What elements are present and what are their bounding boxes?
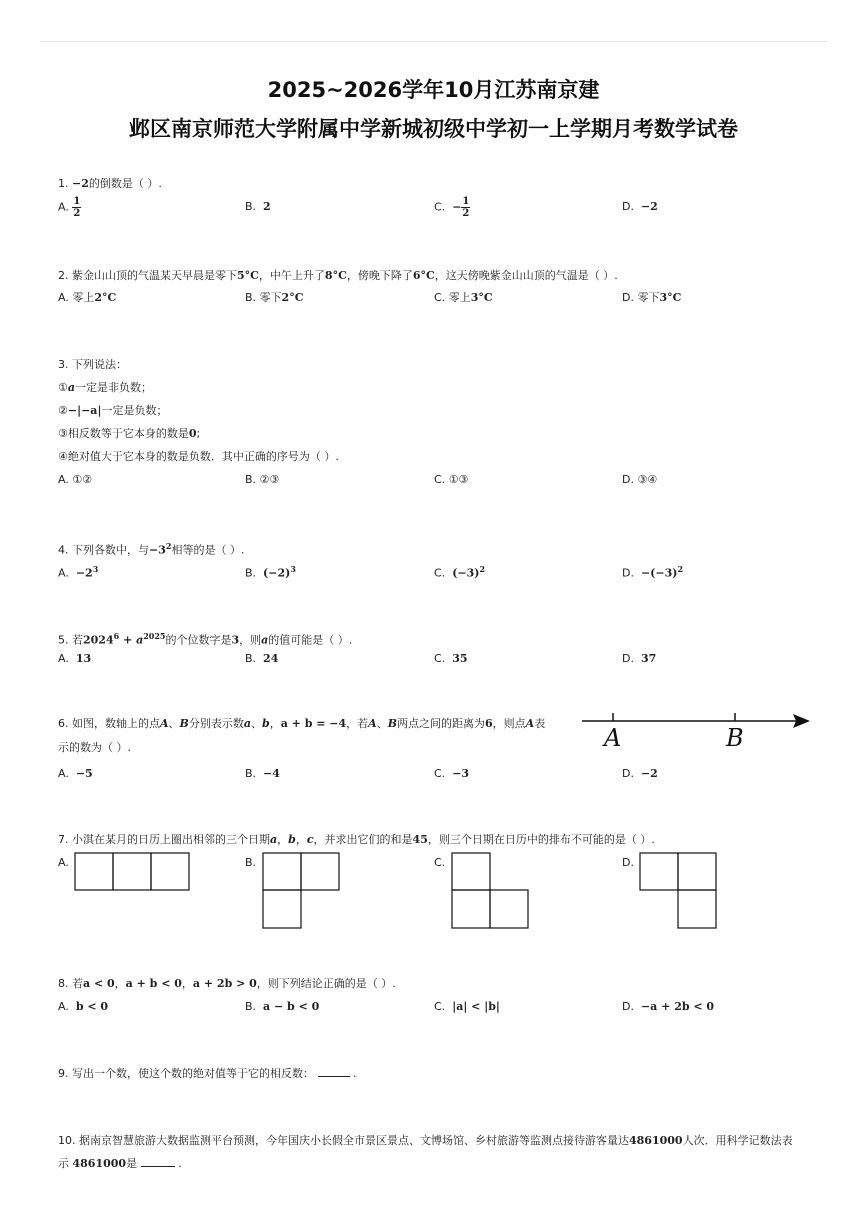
question-4-option-d[interactable]: D. $-(-3)^2$: [622, 564, 684, 580]
question-7-option-b-label[interactable]: B.: [245, 856, 257, 869]
question-3-stem: 3. 下列说法：: [58, 358, 127, 371]
page-title-line-1: 2025~2026学年10月江苏南京建: [267, 78, 600, 102]
question-7-option-a-label[interactable]: A.: [58, 856, 69, 869]
answer-blank[interactable]: [318, 1066, 350, 1077]
header-divider: [40, 41, 827, 42]
question-10-stem-line-2: 示 4861000是 .: [58, 1157, 182, 1170]
question-6-stem: 6. 如图，数轴上的点A、B分别表示数a、b，a + b = −4，若A、B两点之间的距离为6，则点A表: [58, 717, 546, 730]
calendar-cell: [301, 853, 339, 890]
question-2-option-a[interactable]: A. 零上2°C: [58, 291, 117, 304]
question-5-option-c[interactable]: C. 35: [434, 652, 468, 665]
calendar-cell: [640, 853, 678, 890]
calendar-cell: [75, 853, 113, 890]
question-5-option-b[interactable]: B. 24: [245, 652, 279, 665]
fraction: $\frac{1}{2}$: [462, 196, 470, 219]
question-7-option-c-grid[interactable]: [451, 852, 533, 930]
question-1-option-a[interactable]: A. $\frac{1}{2}$: [58, 196, 81, 219]
question-6-option-d[interactable]: D. −2: [622, 767, 658, 780]
question-5-option-d[interactable]: D. 37: [622, 652, 657, 665]
question-4-stem: 4. 下列各数中，与$-3^2$相等的是（ ）.: [58, 541, 245, 557]
question-7-option-a-grid[interactable]: [74, 852, 194, 892]
question-6-option-a[interactable]: A. −5: [58, 767, 93, 780]
calendar-cell: [490, 890, 528, 928]
question-1-option-b[interactable]: B. 2: [245, 200, 271, 213]
question-5-stem: 5. 若$2024^6 + a^{2025}$的个位数字是3，则a的值可能是（ ）.: [58, 631, 353, 647]
question-8-stem: 8. 若a < 0，a + b < 0，a + 2b > 0，则下列结论正确的是（ ）.: [58, 977, 396, 990]
question-4-option-c[interactable]: C. $(-3)^2$: [434, 564, 486, 580]
question-6-option-c[interactable]: C. −3: [434, 767, 470, 780]
question-2-option-d[interactable]: D. 零下3°C: [622, 291, 682, 304]
question-8-option-b[interactable]: B. a − b < 0: [245, 1000, 320, 1013]
calendar-cell: [452, 890, 490, 928]
question-4-option-a[interactable]: A. $-2^3$: [58, 564, 99, 580]
question-2-option-b[interactable]: B. 零下2°C: [245, 291, 304, 304]
question-3-option-d[interactable]: D. ③④: [622, 473, 658, 486]
question-8-option-c[interactable]: C. |a| < |b|: [434, 1000, 500, 1013]
fraction: $\frac{1}{2}$: [73, 196, 81, 219]
question-9-stem: 9. 写出一个数，使这个数的绝对值等于它的相反数： .: [58, 1067, 357, 1080]
calendar-cell: [151, 853, 189, 890]
number-line-label-b: B: [726, 724, 744, 752]
question-2-stem: 2. 紫金山山顶的气温某天早晨是零下5°C，中午上升了8°C，傍晚下降了6°C，这天傍晚紫金山山顶的气温是（ ）.: [58, 269, 618, 282]
question-1-stem: 1. −2的倒数是（ ）.: [58, 177, 162, 190]
answer-blank[interactable]: [141, 1156, 175, 1167]
calendar-cell: [452, 853, 490, 890]
question-7-option-d-label[interactable]: D.: [622, 856, 634, 869]
question-7-option-c-label[interactable]: C.: [434, 856, 446, 869]
question-7-stem: 7. 小淇在某月的日历上圈出相邻的三个日期a，b，c，并求出它们的和是45，则三个日期在日历中的排布不可能的是（ ）.: [58, 833, 655, 846]
calendar-cell: [263, 853, 301, 890]
question-3-statement-3: ③相反数等于它本身的数是0;: [58, 427, 201, 440]
question-2-option-c[interactable]: C. 零上3°C: [434, 291, 493, 304]
question-3-statement-4: ④绝对值大于它本身的数是负数．其中正确的序号为（ ）.: [58, 450, 339, 463]
question-3-option-a[interactable]: A. ①②: [58, 473, 93, 486]
number-line-label-a: A: [604, 724, 622, 752]
question-1-option-c[interactable]: C. − $\frac{1}{2}$: [434, 196, 470, 219]
question-10-stem: 10. 据南京智慧旅游大数据监测平台预测，今年国庆小长假全市景区景点、文博场馆、乡村旅游等监测点接待游客量达4861000人次．用科学记数法表: [58, 1134, 793, 1147]
question-6-stem-line-2: 示的数为（ ）.: [58, 741, 131, 754]
calendar-cell: [113, 853, 151, 890]
question-4-option-b[interactable]: B. $(-2)^3$: [245, 564, 296, 580]
page-title-line-2: 邺区南京师范大学附属中学新城初级中学初一上学期月考数学试卷: [129, 117, 738, 141]
question-8-option-d[interactable]: D. −a + 2b < 0: [622, 1000, 715, 1013]
calendar-cell: [263, 890, 301, 928]
question-1-option-d[interactable]: D. −2: [622, 200, 658, 213]
question-6-option-b[interactable]: B. −4: [245, 767, 280, 780]
question-3-statement-1: ①a一定是非负数；: [58, 381, 153, 394]
question-3-option-b[interactable]: B. ②③: [245, 473, 280, 486]
question-7-option-d-grid[interactable]: [639, 852, 721, 930]
calendar-cell: [678, 853, 716, 890]
question-8-option-a[interactable]: A. b < 0: [58, 1000, 109, 1013]
question-5-option-a[interactable]: A. 13: [58, 652, 92, 665]
calendar-cell: [678, 890, 716, 928]
number-line-figure: [580, 705, 815, 755]
question-7-option-b-grid[interactable]: [262, 852, 344, 930]
question-3-statement-2: ②−|−a|一定是负数；: [58, 404, 168, 417]
question-3-option-c[interactable]: C. ①③: [434, 473, 469, 486]
